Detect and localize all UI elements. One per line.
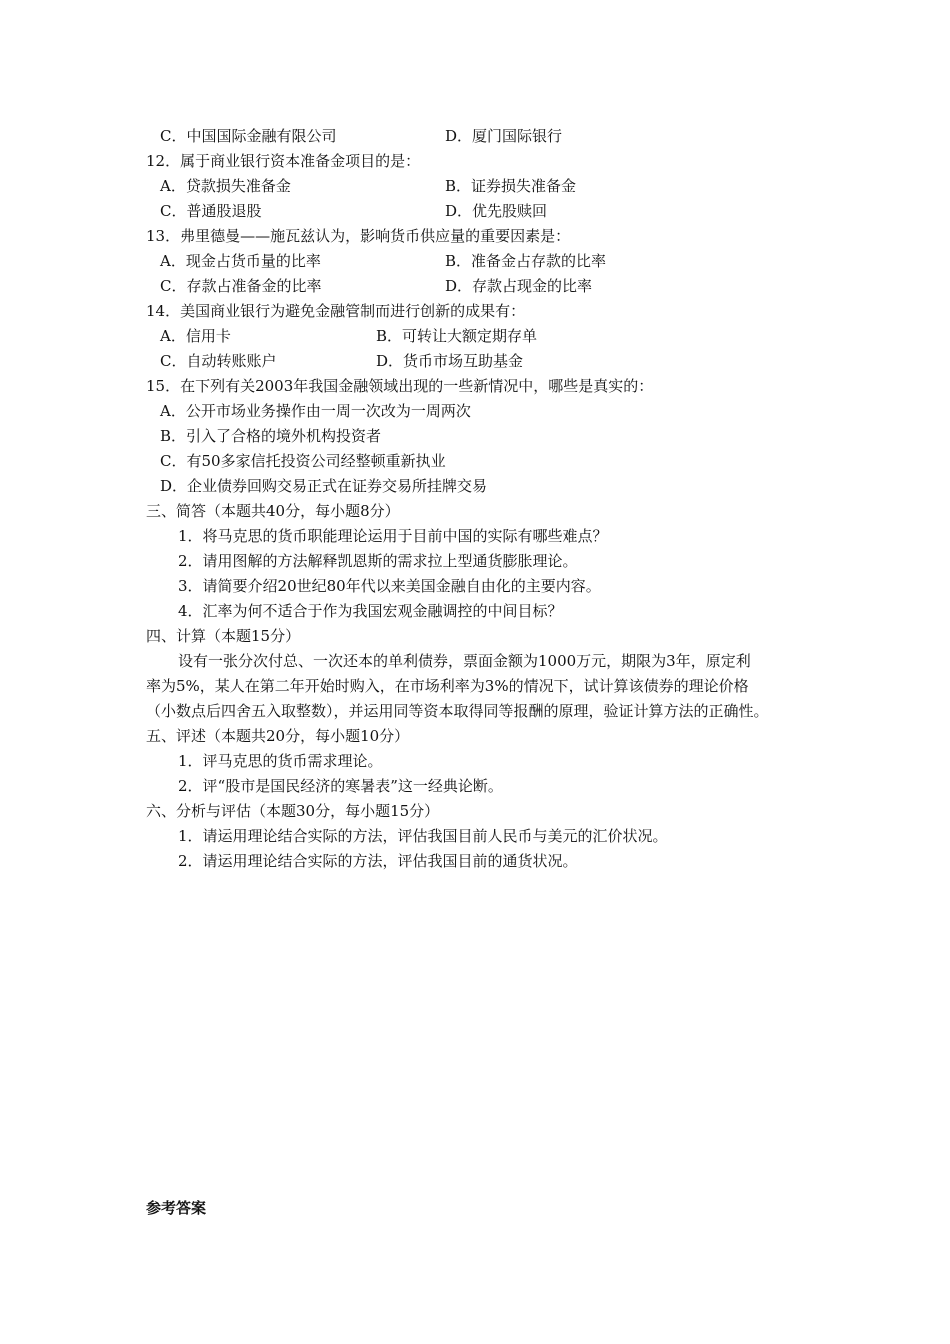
q12-option-d: D．优先股赎回 <box>445 202 548 220</box>
section3-item: 3．请简要介绍20世纪80年代以来美国金融自由化的主要内容。 <box>178 577 601 595</box>
section4-paragraph-line: 设有一张分次付总、一次还本的单利债券，票面金额为1000万元，期限为3年，原定利 <box>178 652 751 670</box>
answers-heading: 参考答案 <box>146 1199 207 1217</box>
q15-option-c: C．有50多家信托投资公司经整顿重新执业 <box>160 452 446 470</box>
section3-item: 2．请用图解的方法解释凯恩斯的需求拉上型通货膨胀理论。 <box>178 552 578 570</box>
q14-option-a: A．信用卡 <box>160 327 231 345</box>
section4-paragraph-line: 率为5%，某人在第二年开始时购入，在市场利率为3%的情况下，试计算该债券的理论价格 <box>146 677 749 695</box>
q14-option-d: D．货币市场互助基金 <box>376 352 524 370</box>
q15-option-b: B．引入了合格的境外机构投资者 <box>160 427 382 445</box>
q14-option-b: B．可转让大额定期存单 <box>376 327 538 345</box>
section3-heading: 三、简答（本题共40分，每小题8分） <box>146 502 400 520</box>
section5-item: 1．评马克思的货币需求理论。 <box>178 752 383 770</box>
q13-option-a: A．现金占货币量的比率 <box>160 252 321 270</box>
q14-option-c: C．自动转账账户 <box>160 352 277 370</box>
q12-option-a: A．贷款损失准备金 <box>160 177 291 195</box>
section4-heading: 四、计算（本题15分） <box>146 627 301 645</box>
section6-item: 1．请运用理论结合实际的方法，评估我国目前人民币与美元的汇价状况。 <box>178 827 668 845</box>
section4-paragraph-line: （小数点后四舍五入取整数），并运用同等资本取得同等报酬的原理，验证计算方法的正确性。 <box>146 702 769 720</box>
q12-option-c: C．普通股退股 <box>160 202 262 220</box>
q12-stem: 12．属于商业银行资本准备金项目的是： <box>146 152 421 170</box>
q15-stem: 15．在下列有关2003年我国金融领域出现的一些新情况中，哪些是真实的： <box>146 377 654 395</box>
section3-item: 1．将马克思的货币职能理论运用于目前中国的实际有哪些难点？ <box>178 527 608 545</box>
q15-option-a: A．公开市场业务操作由一周一次改为一周两次 <box>160 402 471 420</box>
q11-option-c: C．中国国际金融有限公司 <box>160 127 337 145</box>
section6-heading: 六、分析与评估（本题30分，每小题15分） <box>146 802 440 820</box>
q11-option-d: D．厦门国际银行 <box>445 127 563 145</box>
section3-item: 4．汇率为何不适合于作为我国宏观金融调控的中间目标？ <box>178 602 563 620</box>
q13-stem: 13．弗里德曼——施瓦兹认为，影响货币供应量的重要因素是： <box>146 227 571 245</box>
section5-item: 2．评“股市是国民经济的寒暑表”这一经典论断。 <box>178 777 503 795</box>
q12-option-b: B．证券损失准备金 <box>445 177 577 195</box>
q13-option-b: B．准备金占存款的比率 <box>445 252 607 270</box>
q15-option-d: D．企业债券回购交易正式在证券交易所挂牌交易 <box>160 477 488 495</box>
section5-heading: 五、评述（本题共20分，每小题10分） <box>146 727 410 745</box>
q13-option-c: C．存款占准备金的比率 <box>160 277 322 295</box>
q13-option-d: D．存款占现金的比率 <box>445 277 593 295</box>
q14-stem: 14．美国商业银行为避免金融管制而进行创新的成果有： <box>146 302 526 320</box>
section6-item: 2．请运用理论结合实际的方法，评估我国目前的通货状况。 <box>178 852 578 870</box>
